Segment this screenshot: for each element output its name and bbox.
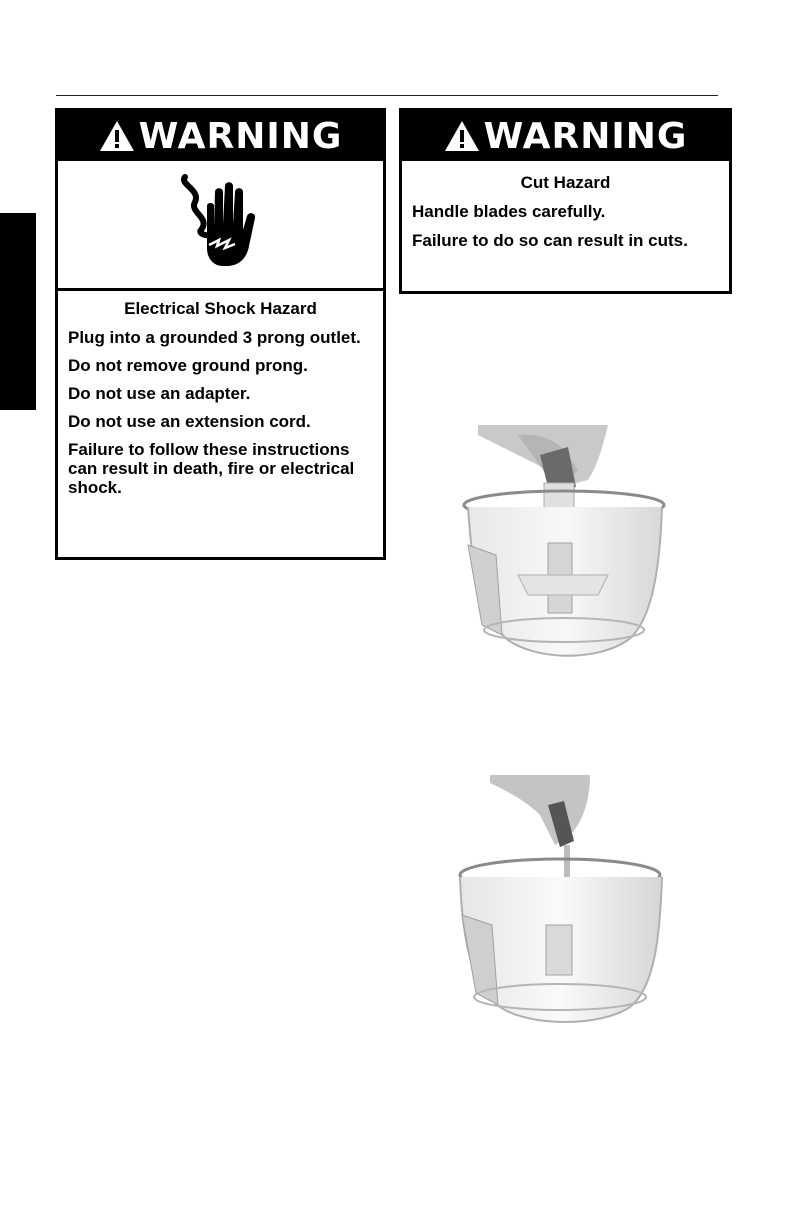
shock-warning-box <box>55 108 386 560</box>
shock-icon-area <box>58 161 383 291</box>
warning-line: Do not use an extension cord. <box>68 412 311 431</box>
header-rule <box>56 95 718 96</box>
warning-line: Handle blades carefully. <box>412 202 606 221</box>
hazard-title: Cut Hazard <box>520 173 611 192</box>
hand-inserting-disc-shaft-into-bowl-illustration <box>440 775 670 1030</box>
alert-triangle-icon <box>99 120 135 152</box>
warning-line: Failure to follow these instructions can result in death, fire or electrical shock. <box>68 440 355 497</box>
warning-line: Do not use an adapter. <box>68 384 251 403</box>
hand-inserting-blade-into-bowl-illustration <box>458 425 670 663</box>
cut-warning-box <box>399 108 732 294</box>
section-tab <box>0 213 36 410</box>
alert-triangle-icon <box>444 120 480 152</box>
warning-line: Do not remove ground prong. <box>68 356 308 375</box>
hazard-title: Electrical Shock Hazard <box>124 299 317 318</box>
warning-title: WARNING <box>483 115 688 157</box>
warning-header <box>58 111 383 161</box>
warning-line: Plug into a grounded 3 prong outlet. <box>68 328 361 347</box>
warning-title: WARNING <box>138 115 343 157</box>
warning-line: Failure to do so can result in cuts. <box>412 231 688 250</box>
warning-header <box>402 111 729 161</box>
electric-shock-hand-icon <box>171 172 271 277</box>
